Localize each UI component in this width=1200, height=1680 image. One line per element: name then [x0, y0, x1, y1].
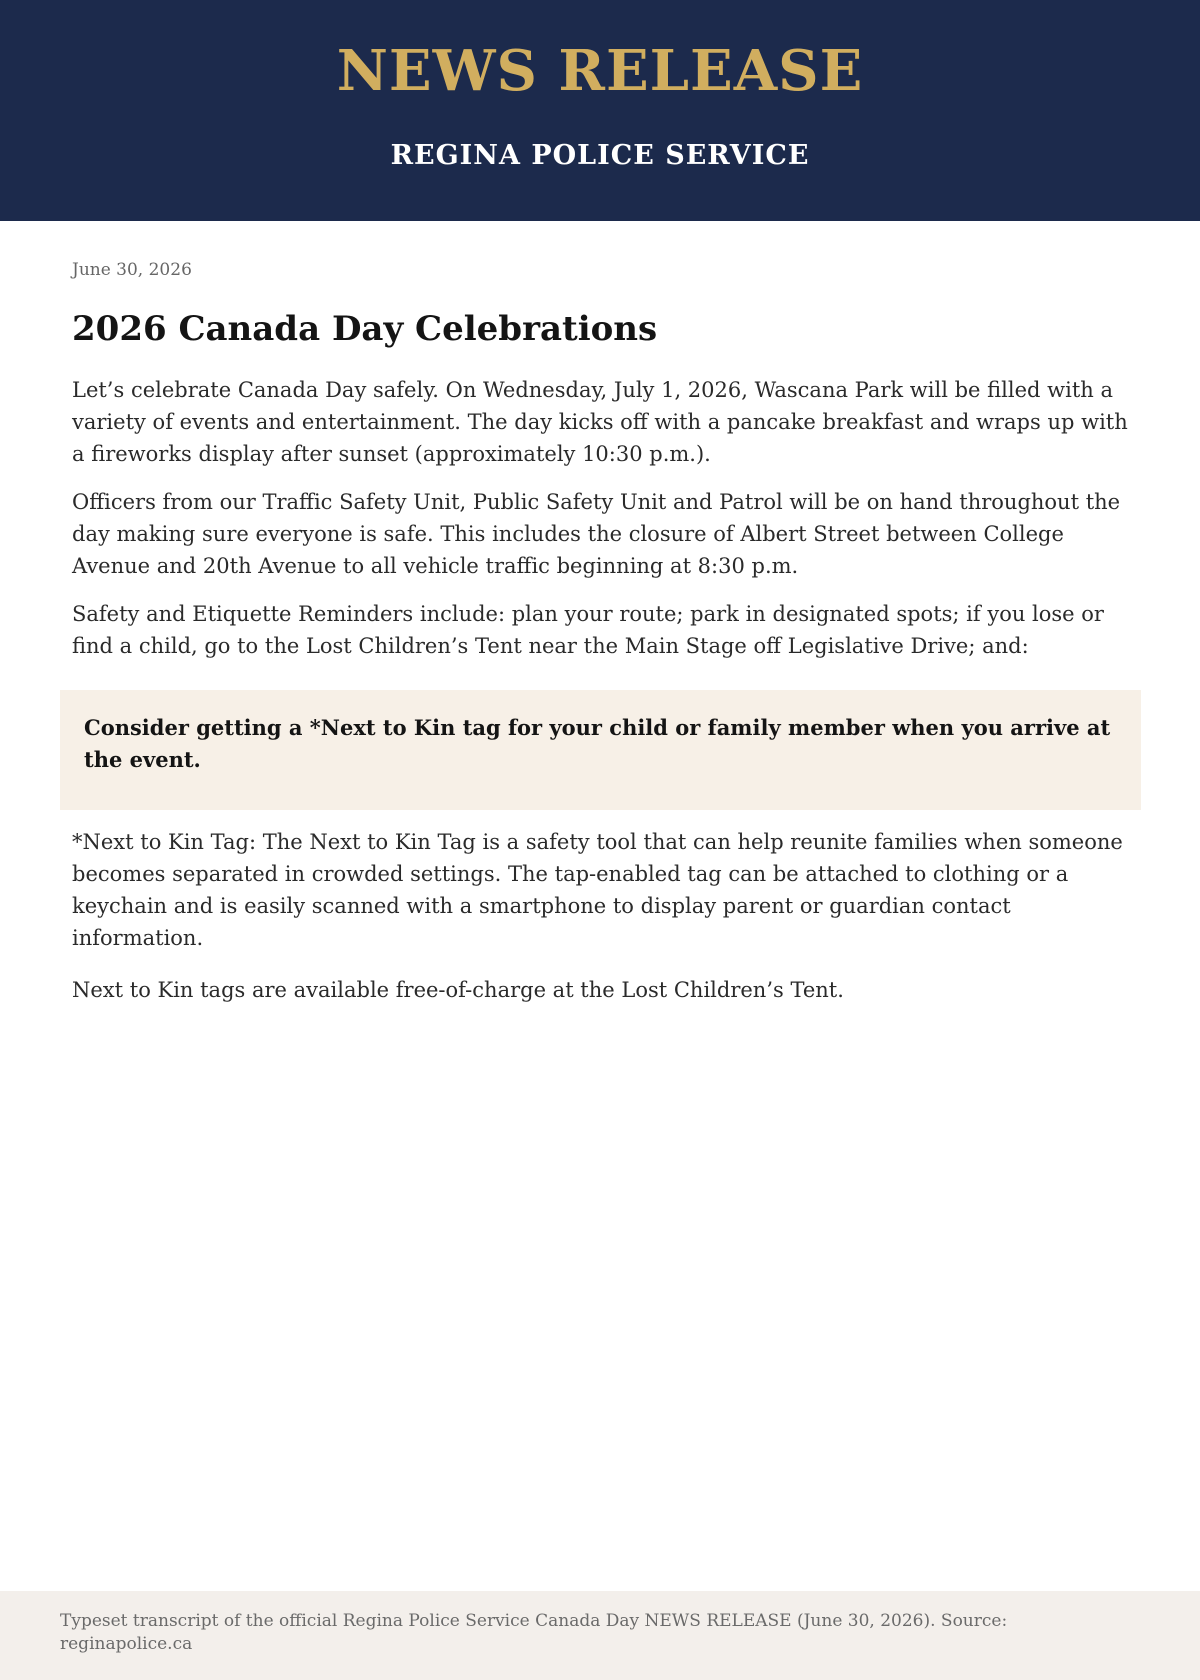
release-headline: 2026 Canada Day Celebrations	[72, 309, 658, 349]
masthead-title: NEWS RELEASE	[336, 38, 864, 104]
paragraph-intro: Let’s celebrate Canada Day safely. On Wednesday, July 1, 2026, Wascana Park will be filled with a variety of events and entertainment. The day kicks off with a pancake breakfast and wraps up with a fireworks display after sunset (approximately 10:30 p.m.).	[72, 378, 1128, 466]
paragraph-closing: Next to Kin tags are available free-of-charge at the Lost Children’s Tent.	[72, 978, 844, 1002]
paragraph-reminders: Safety and Etiquette Reminders include: plan your route; park in designated spots; if you lose or find a child, go to the Lost Children’s Tent near the Main Stage off Legislative Drive; and:	[72, 602, 1104, 658]
paragraph-footnote: *Next to Kin Tag: The Next to Kin Tag is a safety tool that can help reunite families when someone becomes separated in crowded settings. The tap-enabled tag can be attached to clothing or a keychain and is easily scanned with a smartphone to display parent or guardian contact information.	[72, 830, 1123, 950]
masthead	[0, 0, 1200, 221]
paragraph-officers: Officers from our Traffic Safety Unit, Public Safety Unit and Patrol will be on hand throughout the day making sure everyone is safe. This includes the closure of Albert Street between College Avenue and 20th Avenue to all vehicle traffic beginning at 8:30 p.m.	[72, 490, 1121, 578]
callout-box	[60, 690, 1141, 810]
release-date: June 30, 2026	[72, 260, 192, 280]
organization-name: REGINA POLICE SERVICE	[390, 140, 810, 171]
release-body	[72, 258, 1132, 1006]
footer-note: Typeset transcript of the official Regina Police Service Canada Day NEWS RELEASE (June 30, 2026). Source: reginapolice.ca	[60, 1611, 1008, 1654]
footer	[0, 1591, 1200, 1680]
callout-text: Consider getting a *Next to Kin tag for your child or family member when you arrive at the event.	[84, 715, 1111, 772]
